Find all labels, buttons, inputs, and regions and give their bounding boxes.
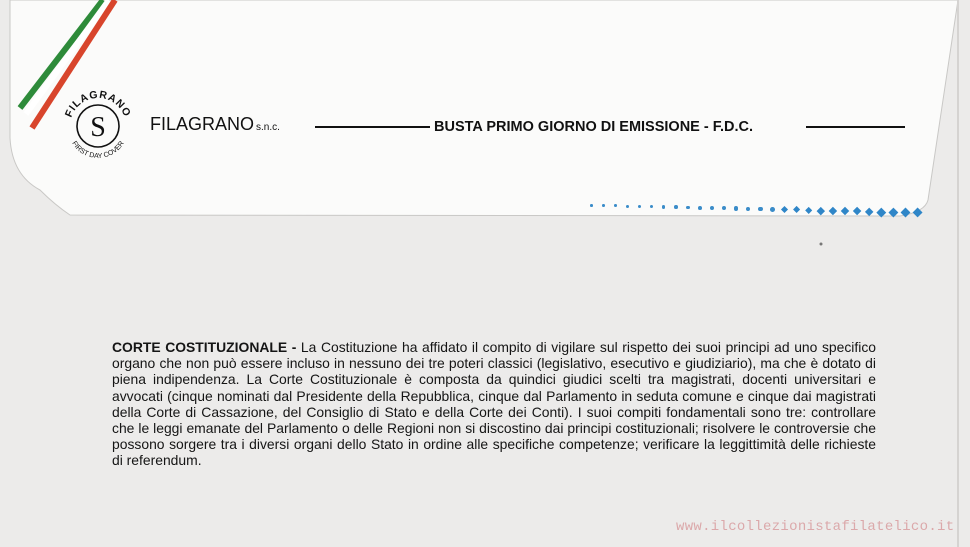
decorative-dot xyxy=(758,207,763,212)
filagrano-seal-logo xyxy=(58,86,138,166)
decorative-dot xyxy=(626,205,629,208)
website-watermark: www.ilcollezionistafilatelico.it xyxy=(676,519,955,535)
seal-letter: S xyxy=(90,112,106,143)
brand-label: FILAGRANO xyxy=(150,114,255,134)
article-text xyxy=(112,339,876,469)
header-rule-right xyxy=(806,126,905,128)
article-body: La Costituzione ha affidato il compito di vigilare sul rispetto dei suoi principi ad uno specifico organo che non può essere incluso in nessuno dei tre poteri classici (legislativo, esecutivo e giudiziario), ma che è dotato di piena indipendenza. La Corte Costituzionale è composta da quindici giudici scelti tra magistrati, docenti universitari e avvocati (cinque nominati dal Presidente della Repubblica, cinque dal Parlamento in seduta comune e cinque dai magistrati della Corte di Cassazione, del Consiglio di Stato e della Corte dei Conti). I suoi compiti fondamentali sono tre: controllare che le leggi emanate del Parlamento o delle Regioni non si discostino dai principi costituzionali; risolvere le controversie che possono sorgere tra i diversi organi dello Stato in ordine alle specifiche competenze; verificare la leggittimità delle richieste di referendum. xyxy=(112,339,876,469)
seal-top-text: FILAGRANO xyxy=(62,88,134,120)
brand-name xyxy=(150,114,280,135)
decorative-dot xyxy=(770,207,775,212)
decorative-dot xyxy=(662,205,665,208)
header-rule-left xyxy=(315,126,430,128)
fdc-title: BUSTA PRIMO GIORNO DI EMISSIONE - F.D.C. xyxy=(434,119,754,135)
decorative-dot xyxy=(638,205,641,208)
decorative-dot xyxy=(614,204,617,207)
brand-suffix: s.n.c. xyxy=(256,122,280,133)
seal-bottom-text: FIRST DAY COVER xyxy=(70,140,126,161)
decorative-dot xyxy=(602,204,605,207)
decorative-dot xyxy=(686,206,690,210)
article-heading: CORTE COSTITUZIONALE - xyxy=(112,339,297,355)
decorative-dot xyxy=(698,206,702,210)
decorative-dot xyxy=(674,205,678,209)
decorative-dot xyxy=(710,206,714,210)
decorative-dot xyxy=(590,204,593,207)
svg-text:FIRST DAY COVER xyxy=(70,140,125,160)
decorative-dot xyxy=(734,206,738,210)
